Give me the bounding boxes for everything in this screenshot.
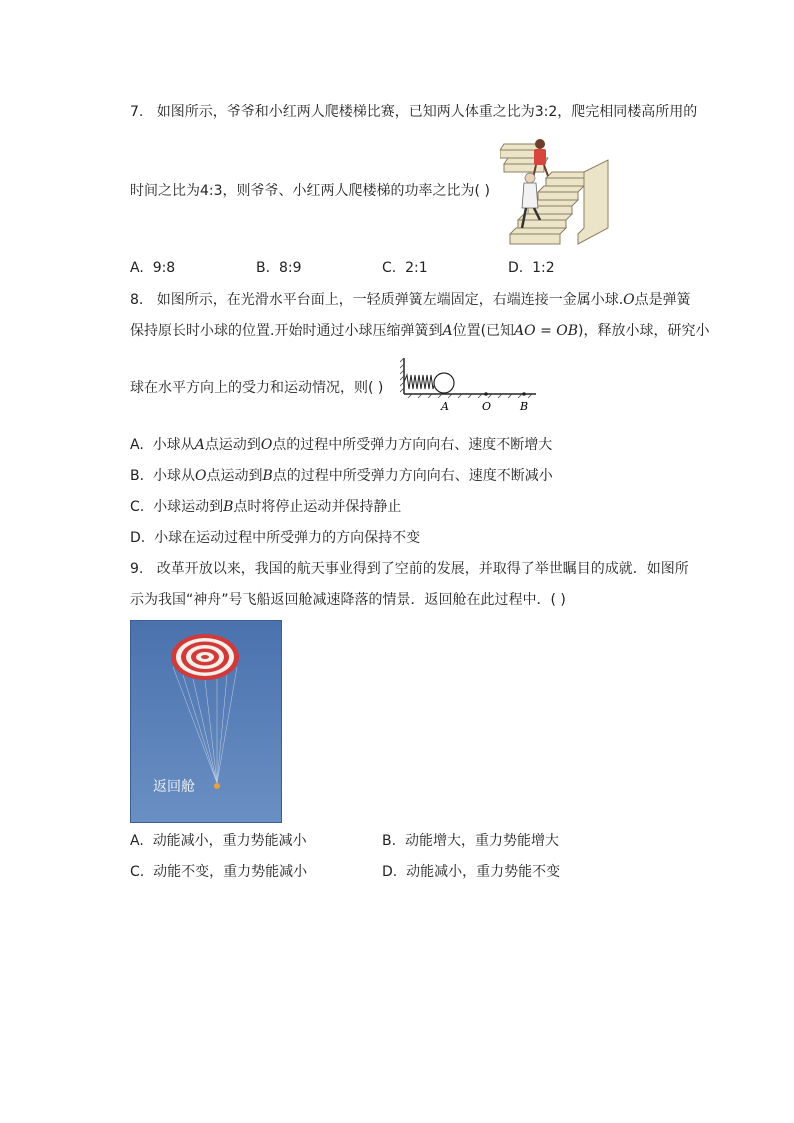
question-7-number: 7. — [130, 104, 144, 120]
label-a: A — [441, 400, 449, 412]
question-7-option-d: D. 1:2 — [508, 260, 555, 276]
question-8-option-c: C. 小球运动到B点时将停止运动并保持静止 — [130, 499, 402, 515]
question-9-stem-2: 示为我国“神舟”号飞船返回舱减速降落的情景．返回舱在此过程中．( ) — [130, 592, 566, 608]
question-8-line-1: 8. 如图所示，在光滑水平台面上，一轻质弹簧左端固定，右端连接一金属小球.O点是弹簧 — [130, 292, 691, 308]
question-7-stem-1: 如图所示，爷爷和小红两人爬楼梯比赛，已知两人体重之比为3:2，爬完相同楼高所用的 — [156, 104, 698, 120]
question-9-option-c: C. 动能不变，重力势能减小 — [130, 864, 308, 880]
option-text: 动能减小，重力势能不变 — [406, 864, 561, 880]
question-8-option-b: B. 小球从O点运动到B点的过程中所受弹力方向向右、速度不断减小 — [130, 468, 553, 484]
option-text: 2:1 — [405, 260, 428, 276]
question-8-option-a: A. 小球从A点运动到O点的过程中所受弹力方向向右、速度不断增大 — [130, 437, 553, 453]
question-7-line-1 — [130, 102, 697, 122]
question-8-line-2: 保持原长时小球的位置.开始时通过小球压缩弹簧到A位置(已知AO = OB)，释放小球，研究小 — [130, 323, 710, 339]
question-9-option-d: D. 动能减小，重力势能不变 — [382, 864, 561, 880]
label-b: B — [520, 400, 529, 412]
question-7-option-c: C. 2:1 — [382, 260, 428, 276]
question-9-line-1: 9. 改革开放以来，我国的航天事业得到了空前的发展，并取得了举世瞩目的成就．如图所 — [130, 561, 689, 577]
question-7-option-b: B. 8:9 — [256, 260, 302, 276]
stairs-illustration — [500, 130, 612, 252]
option-text: 9:8 — [152, 260, 176, 276]
question-9-option-a: A. 动能减小，重力势能减小 — [130, 833, 307, 849]
capsule-parachute-photo — [130, 620, 282, 823]
option-text: 8:9 — [278, 260, 302, 276]
photo-label: 返回舱 — [153, 779, 195, 795]
question-7-stem-2: 时间之比为4:3，则爷爷、小红两人爬楼梯的功率之比为( ) — [130, 183, 490, 199]
option-text: 动能减小，重力势能减小 — [152, 833, 307, 849]
equation: AO = OB — [514, 323, 579, 339]
option-text: 1:2 — [532, 260, 555, 276]
question-9-option-b: B. 动能增大，重力势能增大 — [382, 833, 559, 849]
question-8-option-d: D. 小球在运动过程中所受弹力的方向保持不变 — [130, 530, 421, 546]
spring-diagram — [400, 356, 540, 412]
question-9-number: 9. — [130, 561, 144, 577]
label-o: O — [482, 400, 492, 412]
option-text: 动能增大，重力势能增大 — [404, 833, 559, 849]
question-8-number: 8. — [130, 292, 144, 308]
option-text: 动能不变，重力势能减小 — [153, 864, 308, 880]
question-8-stem-3: 球在水平方向上的受力和运动情况，则( ) — [130, 380, 384, 396]
question-7-option-a: A. 9:8 — [130, 260, 176, 276]
